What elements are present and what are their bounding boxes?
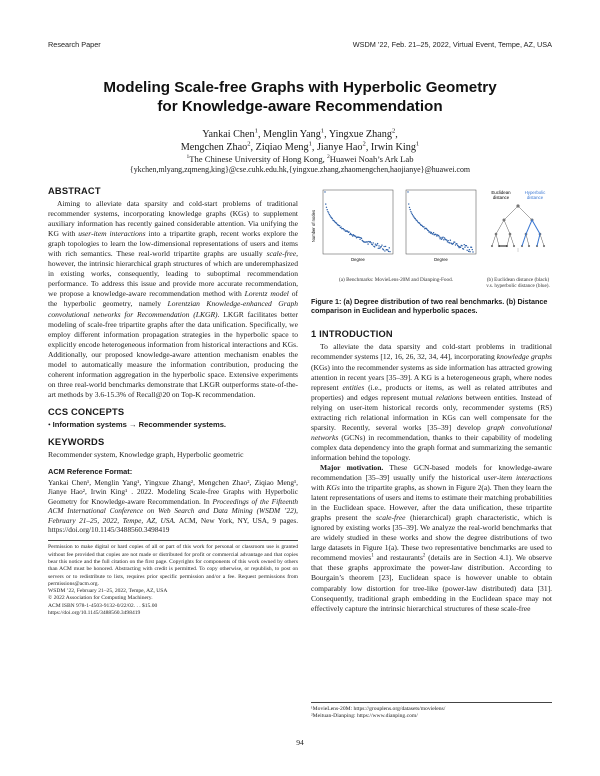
scatter-point xyxy=(367,243,368,244)
left-column xyxy=(48,186,298,617)
scatter-point xyxy=(446,239,447,240)
scatter-point xyxy=(359,239,360,240)
scatter-point xyxy=(440,237,441,238)
scatter-point xyxy=(458,246,459,247)
permission-text: Permission to make digital or hard copies of all or part of this work for personal or classroom use is granted without fee provided that copies are not made or distributed for profit or commercial advantage and that copies bear this notice and the full citation on the first page. Copyrights for components of this work owned by others than ACM must be honored. Abstracting with credit is permitted. To copy otherwise, or republish, to post on servers or to redistribute to lists, requires prior specific permission and/or a fee. Request permissions from permissions@acm.org. xyxy=(48,544,298,587)
scatter-point xyxy=(442,236,443,237)
scatter-point xyxy=(472,251,473,252)
scatter-point xyxy=(455,244,456,245)
scatter-point xyxy=(359,237,360,238)
scatter-point xyxy=(375,243,376,244)
scatter-point xyxy=(376,244,377,245)
scatter-point xyxy=(372,244,373,245)
scatter-point xyxy=(326,209,327,210)
author-sup: 1 xyxy=(308,140,312,148)
scatter-point xyxy=(471,247,472,248)
scatter-point xyxy=(428,230,429,231)
keywords-text: Recommender system, Knowledge graph, Hyperbolic geometric xyxy=(48,449,244,459)
running-header-right: WSDM ’22, Feb. 21–25, 2022, Virtual Event, Tempe, AZ, USA xyxy=(352,40,552,49)
scatter-point xyxy=(423,226,424,227)
scatter-point xyxy=(429,231,430,232)
scatter-point xyxy=(325,203,326,204)
scatter-point xyxy=(408,203,409,204)
scatter-point xyxy=(344,229,345,230)
footnote-2: ²Meituan-Dianping: https://www.dianping.com/ xyxy=(311,713,418,720)
scatter-point xyxy=(383,246,384,247)
ccs-section xyxy=(48,407,298,430)
scatter-point xyxy=(461,245,462,246)
scatter-point xyxy=(467,247,468,248)
scatter-point xyxy=(443,239,444,240)
scatter-point xyxy=(415,218,416,219)
scatter-point xyxy=(444,237,445,238)
scatter-dots-right xyxy=(407,191,473,252)
permission-doi: https://doi.org/10.1145/3488560.3498419 xyxy=(48,610,141,617)
scatter-point xyxy=(339,225,340,226)
plot-xlabel-left: Degree xyxy=(351,257,365,262)
scatter-point xyxy=(385,246,386,247)
scatter-point xyxy=(453,243,454,244)
scatter-point xyxy=(450,240,451,241)
scatter-point xyxy=(388,251,389,252)
scatter-point xyxy=(466,250,467,251)
scatter-point xyxy=(378,248,379,249)
scatter-point xyxy=(370,242,371,243)
scatter-point xyxy=(389,247,390,248)
scatter-point xyxy=(432,233,433,234)
scatter-point xyxy=(449,242,450,243)
keywords-heading: KEYWORDS xyxy=(48,436,105,447)
scatter-point xyxy=(447,240,448,241)
intro-paragraph-2: Major motivation. These GCN-based models for knowledge-aware recommendation [35–39] usually unify the historical user-item interactions with KGs into the tripartite graphs, as shown in Figure 2(a). Then they learn the latent representations of users and items to estimate their matching probabilities in the Euclidean space. However, after the data unification, these tripartite graphs present the scale-free (hierarchical) graph characteristic, which is ignored by existing works [35–39]. We analyze the real-world benchmarks that are widely studied in these works and show the degree distributions of two large datasets in Figure 1(a). These two representative benchmarks are used to recommend movies$^1$ and restaurants$^2$ (details are in Section 4.1). We observe that these graphs approximate the power-law distribution. According to Bourgain’s theorem [23], Euclidean space is however unable to obtain comparably low distortion for tree-like (power-law distributed) data [31]. Consequently, traditional graph embedding in the Euclidean space may not effectively capture the intrinsic hierarchical structures of these scale-free xyxy=(311,462,553,613)
scatter-point xyxy=(348,231,349,232)
scatter-point xyxy=(407,191,408,192)
scatter-point xyxy=(329,215,330,216)
author-name: Ziqiao Meng xyxy=(255,142,309,153)
figure-caption: Figure 1: (a) Degree distribution of two real benchmarks. (b) Distance comparison in Euclidean and hyperbolic spaces. xyxy=(311,297,548,316)
hyperbolic-label-2: distance xyxy=(526,195,544,200)
author-sup: 1 xyxy=(320,127,325,135)
scatter-point xyxy=(355,236,356,237)
scatter-point xyxy=(412,214,413,215)
scatter-point xyxy=(433,232,434,233)
acm-reference-heading: ACM Reference Format: xyxy=(48,466,133,476)
author-name: Menglin Yang xyxy=(263,129,321,140)
author-line-2: Mengchen Zhao$^2$, Ziqiao Meng$^1$, Jianye Hao$^2$, Irwin King$^1$ xyxy=(180,140,420,153)
permission-venue: WSDM ’22, February 21–25, 2022, Tempe, AZ, USA xyxy=(48,588,168,595)
scatter-point xyxy=(431,232,432,233)
affiliations xyxy=(40,154,560,165)
intro-paragraph-1: To alleviate the data sparsity and cold-start problems in traditional recommender systems [12, 16, 26, 32, 34, 44], incorporating knowledge graphs (KGs) into the recommender systems as side information has attracted growing attention in recent years [35–39]. A KG is a heterogeneous graph, where nodes represent entities (i.e., products or items, as well as related attributes and properties) and edges represent mutual relations between entities. Instead of relying on user-item historical records only, recommender systems (RS) extracting rich relational information in KGs can well compensate for the sparsity. Recently, several works [35–39] develop graph convolutional networks (GCNs) in recommendation, thanks to their capability of modeling complex data dependency into the graph format and summarizing the semantic information behind the topology. xyxy=(311,342,553,462)
scatter-point xyxy=(389,251,390,252)
author-sup: 2 xyxy=(391,127,396,135)
euclidean-label-2: distance xyxy=(492,195,510,200)
scatter-point xyxy=(468,251,469,252)
scatter-point xyxy=(456,243,457,244)
figure-panels xyxy=(311,186,552,289)
running-header-left: Research Paper xyxy=(48,40,101,49)
scatter-point xyxy=(381,244,382,245)
figure-1 xyxy=(311,186,552,315)
abstract-section xyxy=(48,186,298,400)
permission-isbn: ACM ISBN 978-1-4503-9132-0/22/02. . . $15.00 xyxy=(48,602,158,609)
scatter-point xyxy=(439,236,440,237)
scatter-point xyxy=(383,249,384,250)
scatter-point xyxy=(441,239,442,240)
scatter-point xyxy=(387,249,388,250)
scatter-point xyxy=(464,244,465,245)
ccs-heading: CCS CONCEPTS xyxy=(48,406,125,417)
euclidean-label-1: Euclidean xyxy=(491,190,511,195)
author-name: Jianye Hao xyxy=(316,142,363,153)
scatter-point xyxy=(466,245,467,246)
scatter-point xyxy=(419,223,420,224)
scatter-point xyxy=(340,226,341,227)
author-name: Mengchen Zhao xyxy=(180,142,248,153)
scatter-point xyxy=(351,234,352,235)
figure-panel-a xyxy=(311,186,481,283)
scatter-point xyxy=(326,207,327,208)
plot-frame-left xyxy=(323,190,393,254)
author-sup: 2 xyxy=(362,140,366,148)
author-block xyxy=(40,128,560,176)
author-sup: 1 xyxy=(415,140,420,148)
scatter-point xyxy=(329,214,330,215)
scatter-point xyxy=(373,242,374,243)
scatter-dots-left xyxy=(324,191,390,252)
scatter-point xyxy=(410,211,411,212)
affil-sup: 1 xyxy=(186,154,190,161)
scatter-point xyxy=(328,212,329,213)
scatter-point xyxy=(361,238,362,239)
author-sup: 1 xyxy=(254,127,258,135)
scatter-point xyxy=(378,245,379,246)
scatter-point xyxy=(463,248,464,249)
tree-diagram xyxy=(492,206,544,246)
scatter-point xyxy=(324,191,325,192)
scatter-point xyxy=(454,241,455,242)
affiliation-2: Huawei Noah’s Ark Lab xyxy=(329,154,414,164)
author-name: Yankai Chen xyxy=(202,129,255,140)
scatter-point xyxy=(469,251,470,252)
scatter-point xyxy=(367,241,368,242)
plot-xlabel-right: Degree xyxy=(434,257,448,262)
abstract-text: Aiming to alleviate data sparsity and cold-start problems of traditional recommender systems, incorporating knowledge graphs (KGs) to supplement auxiliary information has recently gained considerable attention. Via unifying the KG with user-item interactions into a tripartite graph, recent works explore the graph topologies to learn the low-dimensional representations of users and items with rich semantics. These real-world tripartite graphs are usually scale-free, however, the intrinsic hierarchical graph structures of which are underemphasized in existing works, consequently, leading to suboptimal recommendation performance. To address this issue and provide more accurate recommendation, we propose a knowledge-aware recommendation method with Lorentz model of the hyperbolic geometry, namely Lorentzian Knowledge-enhanced Graph convolutional networks for Recommendation (LKGR). LKGR facilitates better modeling of scale-free tripartite graphs after the data unification. Specifically, we employ different information propagation strategies in the hyperbolic space to explicitly encode heterogeneous information from historical interactions and KGs. Additionally, our proposed knowledge-aware attention mechanism enables the model to automatically measure the information contribution, producing the coherent information aggregation in the hyperbolic space. Extensive experiments on three real-world benchmarks demonstrate that LKGR outperforms state-of-the-art methods by 3.6-15.3% of Recall@20 on Top-K recommendation. xyxy=(48,199,299,399)
degree-distribution-plots xyxy=(311,186,481,270)
acm-reference xyxy=(48,467,298,534)
author-name: Yingxue Zhang xyxy=(328,129,392,140)
affil-sup: 2 xyxy=(326,154,330,161)
scatter-point xyxy=(472,249,473,250)
hyperbolic-label-1: Hyperbolic xyxy=(524,190,546,195)
permission-copyright: © 2022 Association for Computing Machinery. xyxy=(48,595,153,602)
scatter-point xyxy=(438,235,439,236)
distance-illustration xyxy=(484,186,552,270)
title-line-1: Modeling Scale-free Graphs with Hyperbolic Geometry xyxy=(103,79,497,96)
scatter-point xyxy=(379,248,380,249)
plot-ylabel: Number of nodes xyxy=(311,209,316,243)
title-line-2: for Knowledge-aware Recommendation xyxy=(157,98,443,115)
scatter-point xyxy=(377,243,378,244)
scatter-point xyxy=(409,209,410,210)
scatter-point xyxy=(439,238,440,239)
scatter-point xyxy=(411,212,412,213)
scatter-point xyxy=(417,221,418,222)
subcaption-a: (a) Benchmarks: MovieLens-20M and Dianping-Food. xyxy=(339,277,453,283)
tree-nodes xyxy=(491,204,545,247)
author-sup: 2 xyxy=(247,140,251,148)
scatter-point xyxy=(327,211,328,212)
scatter-point xyxy=(384,250,385,251)
acm-reference-text: Yankai Chen¹, Menglin Yang¹, Yingxue Zhang², Mengchen Zhao², Ziqiao Meng¹, Jianye Hao², Irwin King¹ . 2022. Modeling Scale-free Graphs with Hyperbolic Geometry for Knowledge-aware Recommendation. In Proceedings of the Fifteenth ACM International Conference on Web Search and Data Mining (WSDM ’22), February 21–25, 2022, Tempe, AZ, USA. ACM, New York, NY, USA, 9 pages. https://doi.org/10.1145/3488560.3498419 xyxy=(48,477,299,534)
author-line-1: Yankai Chen$^1$, Menglin Yang$^1$, Yingxue Zhang$^2$, xyxy=(202,127,398,140)
scatter-point xyxy=(464,246,465,247)
affiliation-1: The Chinese University of Hong Kong, xyxy=(189,154,325,164)
footnote-1: ¹MovieLens-20M: https://grouplens.org/datasets/movielens/ xyxy=(311,706,446,712)
scatter-point xyxy=(332,218,333,219)
permission-block xyxy=(48,540,298,617)
plot-frame-right xyxy=(406,190,476,254)
right-column xyxy=(311,186,552,614)
author-name: Irwin King xyxy=(370,142,416,153)
scatter-point xyxy=(469,249,470,250)
author-emails: {ykchen,mlyang,zqmeng,king}@cse.cuhk.edu.hk,{yingxue.zhang,zhaomengchen,haojianye}@huawei.com xyxy=(129,165,471,174)
subcaption-b: (b) Euclidean distance (black) v.s. hyperbolic distance (blue). xyxy=(486,277,550,289)
scatter-point xyxy=(352,235,353,236)
ccs-concepts: • Information systems → Recommender systems. xyxy=(48,419,227,429)
figure-panel-b xyxy=(484,186,552,289)
scatter-point xyxy=(336,223,337,224)
scatter-point xyxy=(381,246,382,247)
hyperbolic-distance-path xyxy=(522,220,540,246)
page-number: 94 xyxy=(296,738,304,747)
footnotes xyxy=(311,702,552,721)
scatter-point xyxy=(460,247,461,248)
scatter-point xyxy=(374,246,375,247)
keywords-section xyxy=(48,437,298,460)
paper-title xyxy=(40,78,560,116)
scatter-point xyxy=(409,207,410,208)
scatter-point xyxy=(447,241,448,242)
introduction-heading: 1 INTRODUCTION xyxy=(311,329,393,340)
scatter-point xyxy=(435,234,436,235)
abstract-heading: ABSTRACT xyxy=(48,186,101,196)
